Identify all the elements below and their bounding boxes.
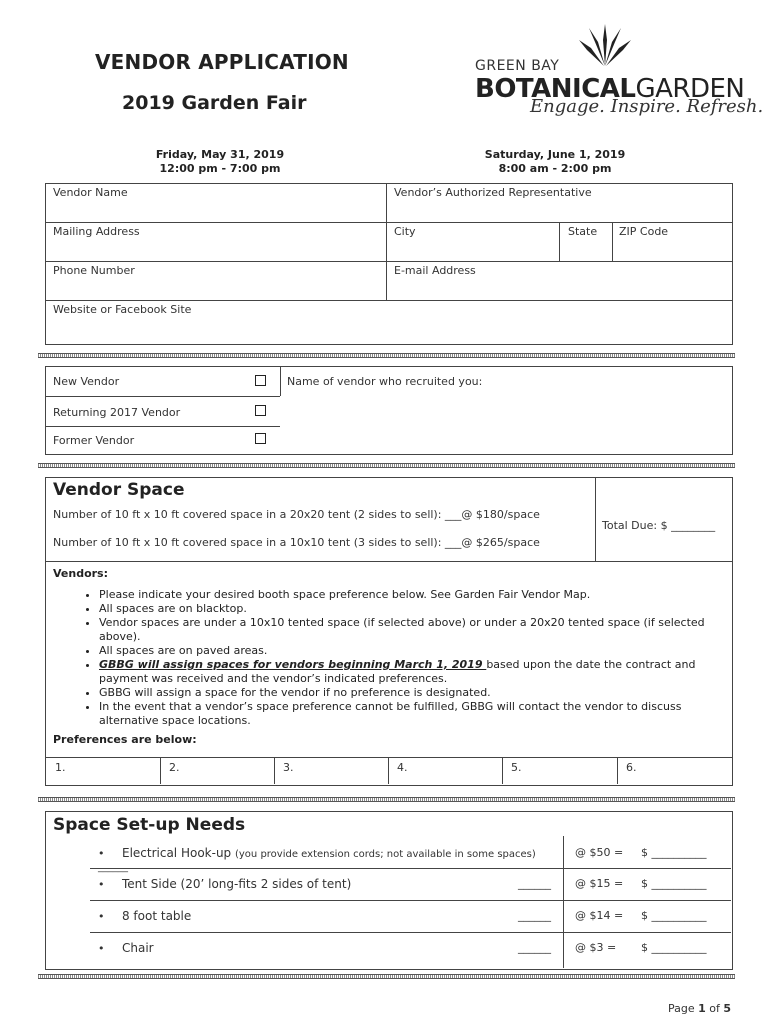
new-vendor-label: New Vendor bbox=[53, 375, 120, 388]
electrical-price: @ $50 = bbox=[575, 846, 624, 859]
electrical-amount-field[interactable]: $ __________ bbox=[641, 846, 707, 859]
logo-main-text: BOTANICALGARDEN bbox=[475, 74, 745, 104]
date-saturday: Saturday, June 1, 2019 8:00 am - 2:00 pm bbox=[484, 148, 626, 175]
preference-3-field[interactable]: 3. bbox=[283, 761, 294, 774]
tent-side-price: @ $15 = bbox=[575, 877, 624, 890]
tent-side-qty-field[interactable]: ______ bbox=[518, 877, 551, 890]
chair-row: • Chair bbox=[98, 941, 154, 955]
list-item: • All spaces are on blacktop. bbox=[99, 602, 723, 616]
electrical-row: • Electrical Hook-up (you provide extension cords; not available in some spaces) ______ bbox=[98, 846, 536, 873]
table-amount-field[interactable]: $ __________ bbox=[641, 909, 707, 922]
tent-side-row: • Tent Side (20’ long-fits 2 sides of tent) bbox=[98, 877, 352, 891]
table-row: • 8 foot table bbox=[98, 909, 192, 923]
preference-5-field[interactable]: 5. bbox=[511, 761, 522, 774]
vendor-rules-list bbox=[53, 588, 723, 728]
divider bbox=[38, 974, 735, 979]
returning-vendor-label: Returning 2017 Vendor bbox=[53, 406, 181, 419]
list-item: • All spaces are on paved areas. bbox=[99, 644, 723, 658]
table-price: @ $14 = bbox=[575, 909, 624, 922]
preference-6-field[interactable]: 6. bbox=[626, 761, 637, 774]
setup-needs-heading: Space Set-up Needs bbox=[53, 815, 246, 835]
list-item: • Please indicate your desired booth space preference below. See Garden Fair Vendor Map. bbox=[99, 588, 723, 602]
city-field[interactable]: City bbox=[394, 225, 416, 238]
page-subtitle: 2019 Garden Fair bbox=[122, 92, 307, 114]
logo-top-text: GREEN BAY bbox=[475, 58, 560, 74]
list-item: • GBBG will assign a space for the vendor if no preference is designated. bbox=[99, 686, 723, 700]
preference-2-field[interactable]: 2. bbox=[169, 761, 180, 774]
new-vendor-checkbox[interactable] bbox=[255, 375, 266, 386]
vendor-name-field[interactable]: Vendor Name bbox=[53, 186, 128, 199]
website-field[interactable]: Website or Facebook Site bbox=[53, 303, 192, 316]
contact-table bbox=[45, 183, 733, 345]
email-field[interactable]: E-mail Address bbox=[394, 264, 476, 277]
date-friday: Friday, May 31, 2019 12:00 pm - 7:00 pm bbox=[155, 148, 285, 175]
divider bbox=[38, 463, 735, 468]
divider bbox=[38, 797, 735, 802]
vendors-label: Vendors: bbox=[53, 567, 109, 580]
preference-1-field[interactable]: 1. bbox=[55, 761, 66, 774]
total-due-field[interactable]: Total Due: $ ________ bbox=[602, 519, 716, 532]
chair-qty-field[interactable]: ______ bbox=[518, 941, 551, 954]
phone-field[interactable]: Phone Number bbox=[53, 264, 135, 277]
list-item: • Vendor spaces are under a 10x10 tented space (if selected above) or under a 20x20 tented space (if selected above). bbox=[99, 616, 723, 644]
preferences-label: Preferences are below: bbox=[53, 733, 197, 746]
tent-side-amount-field[interactable]: $ __________ bbox=[641, 877, 707, 890]
space-10x10-field[interactable]: Number of 10 ft x 10 ft covered space in a 10x10 tent (3 sides to sell): ___@ $265/space bbox=[53, 536, 540, 549]
rep-field[interactable]: Vendor’s Authorized Representative bbox=[394, 186, 592, 199]
plant-logo-icon bbox=[575, 20, 635, 68]
former-vendor-label: Former Vendor bbox=[53, 434, 135, 447]
list-item: • GBBG will assign spaces for vendors beginning March 1, 2019 based upon the date the contract and payment was received and the vendor’s indicated preferences. bbox=[99, 658, 723, 686]
zip-field[interactable]: ZIP Code bbox=[619, 225, 669, 238]
logo-tagline: Engage. Inspire. Refresh. bbox=[530, 96, 764, 117]
list-item: • In the event that a vendor’s space preference cannot be fulfilled, GBBG will contact the vendor to discuss alternative space locations. bbox=[99, 700, 723, 728]
recruited-by-field[interactable]: Name of vendor who recruited you: bbox=[287, 375, 483, 388]
preference-4-field[interactable]: 4. bbox=[397, 761, 408, 774]
state-field[interactable]: State bbox=[568, 225, 598, 238]
vendor-space-heading: Vendor Space bbox=[53, 480, 185, 500]
chair-amount-field[interactable]: $ __________ bbox=[641, 941, 707, 954]
returning-vendor-checkbox[interactable] bbox=[255, 405, 266, 416]
page-number: Page 1 of 5 bbox=[668, 1002, 732, 1015]
space-20x20-field[interactable]: Number of 10 ft x 10 ft covered space in a 20x20 tent (2 sides to sell): ___@ $180/space bbox=[53, 508, 540, 521]
divider bbox=[38, 353, 735, 358]
mailing-address-field[interactable]: Mailing Address bbox=[53, 225, 140, 238]
chair-price: @ $3 = bbox=[575, 941, 617, 954]
page-title: VENDOR APPLICATION bbox=[95, 50, 349, 74]
former-vendor-checkbox[interactable] bbox=[255, 433, 266, 444]
table-qty-field[interactable]: ______ bbox=[518, 909, 551, 922]
